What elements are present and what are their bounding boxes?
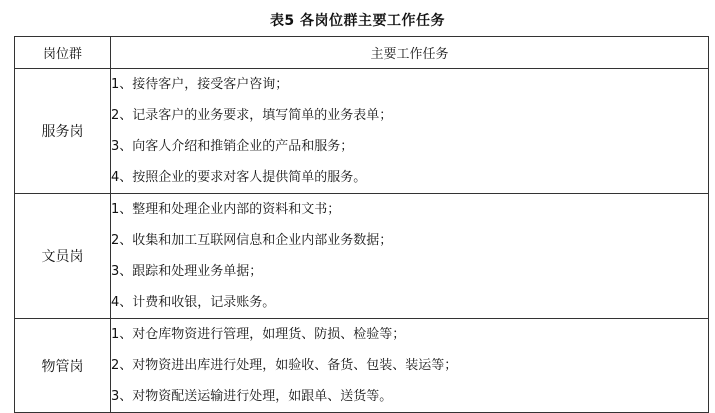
task-list-service [111,69,708,193]
task-item: 4、计费和收银，记录账务。 [111,295,276,310]
task-item: 1、接待客户，接受客户咨询； [111,77,289,92]
tasks-cell-clerk [111,194,709,319]
task-item: 1、对仓库物资进行管理，如理货、防损、检验等； [111,327,406,342]
task-item: 3、跟踪和处理业务单据； [111,264,263,279]
task-item: 4、按照企业的要求对客人提供简单的服务。 [111,170,367,185]
header-role: 岗位群 [15,37,111,69]
table-header-row [15,37,709,69]
task-item: 2、记录客户的业务要求，填写简单的业务表单； [111,108,393,123]
header-tasks: 主要工作任务 [111,37,709,69]
task-item: 2、收集和加工互联网信息和企业内部业务数据； [111,233,393,248]
table-row-clerk [15,194,709,319]
task-item: 3、对物资配送运输进行处理，如跟单、送货等。 [111,389,393,404]
task-list-clerk [111,194,708,318]
task-item: 1、整理和处理企业内部的资料和文书； [111,202,341,217]
table-row-logistics [15,319,709,413]
tasks-cell-logistics [111,319,709,413]
role-cell-clerk: 文员岗 [15,194,111,319]
tasks-cell-service [111,69,709,194]
task-item: 3、向客人介绍和推销企业的产品和服务； [111,139,354,154]
task-item: 2、对物资进出库进行处理，如验收、备货、包装、装运等； [111,358,458,373]
table-row-service [15,69,709,194]
job-tasks-table [14,36,709,413]
task-list-logistics [111,319,708,412]
role-cell-service: 服务岗 [15,69,111,194]
table-title: 表5 各岗位群主要工作任务 [269,13,446,29]
role-cell-logistics: 物管岗 [15,319,111,413]
